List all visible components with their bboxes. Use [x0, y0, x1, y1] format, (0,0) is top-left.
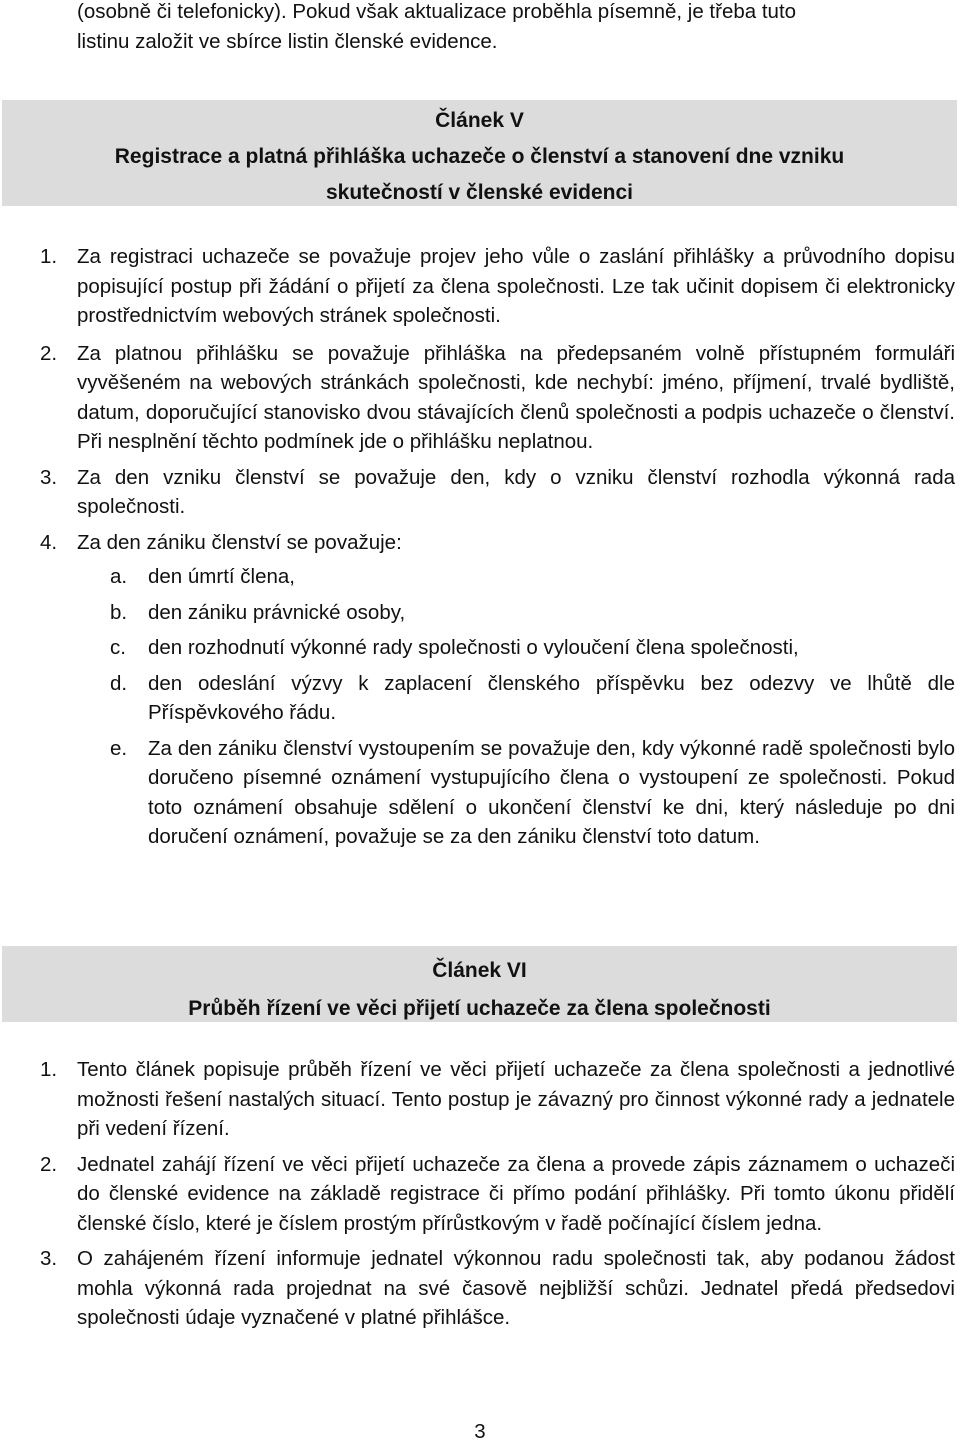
article-6-section: [40, 1055, 955, 1333]
subitem: [40, 598, 955, 628]
article-5-section: [40, 242, 955, 852]
article-5-subtitle-line-1: Registrace a platná přihláška uchazeče o členství a stanovení dne vzniku: [114, 145, 845, 168]
article-5-item: [40, 463, 955, 522]
subitem: [40, 734, 955, 852]
article-5-subtitle-line-2: skutečností v členské evidenci: [326, 181, 633, 204]
subitem-letter: e.: [110, 736, 128, 760]
article-6-item: [40, 1244, 955, 1333]
intro-text: [77, 0, 955, 56]
subitem-text: Za den zániku členství vystoupením se považuje den, kdy výkonné radě společnosti bylo doručeno písemné oznámení vystupujícího člena o vystoupení ze společnosti. Pokud toto oznámení obsahuje sdělení o ukončení členství ke dni, který následuje po dni doručení oznámení, považuje se za den zániku členství toto datum.: [148, 736, 955, 848]
item-number: 2.: [40, 341, 58, 365]
subitem-letter: a.: [110, 565, 128, 588]
item-number: 2.: [40, 1152, 58, 1176]
item-number: 1.: [40, 1058, 58, 1081]
page-number: 3: [474, 1420, 486, 1443]
article-6-heading: [2, 946, 957, 1022]
subitem: [40, 562, 955, 592]
item-text: Jednatel zahájí řízení ve věci přijetí uchazeče za člena a provede zápis záznamem o uchazeči do členské evidence na základě registrace či přímo podání přihlášky. Při tomto úkonu přidělí členské číslo, které je číslem prostým přírůstkovým v řadě počínající číslem jedna.: [77, 1152, 955, 1235]
article-5-item: [40, 528, 955, 558]
subitem-letter: c.: [110, 636, 126, 659]
item-text: Za den zániku členství se považuje:: [77, 530, 402, 554]
intro-line-2: listinu založit ve sbírce listin členské evidence.: [77, 29, 498, 53]
article-5-heading: [2, 100, 957, 206]
article-6-item: [40, 1055, 955, 1144]
item-text: Za den vzniku členství se považuje den, kdy o vzniku členství rozhodla výkonná rada společnosti.: [77, 465, 955, 518]
intro-line-1: (osobně či telefonicky). Pokud však aktualizace proběhla písemně, je třeba tuto: [77, 0, 797, 23]
subitem-text: den zániku právnické osoby,: [148, 600, 406, 624]
item-text: Za registraci uchazeče se považuje projev jeho vůle o zaslání přihlášky a průvodního dopisu popisující postup při žádání o přijetí za člena společnosti. Lze tak učinit dopisem či elektronicky prostřednictvím webových stránek společnosti.: [77, 245, 955, 327]
item-number: 1.: [40, 245, 58, 268]
item-text: Za platnou přihlášku se považuje přihláška na předepsaném volně přístupném formuláři vyvěšeném na webových stránkách společnosti, kde nechybí: jméno, příjmení, trvalé bydliště, datum, doporučující stanovisko dvou stávajících členů společnosti a podpis uchazeče o členství. Při nesplnění těchto podmínek jde o přihlášku neplatnou.: [77, 341, 955, 453]
article-6-title: Článek VI: [432, 959, 527, 982]
subitem-text: den úmrtí člena,: [148, 565, 295, 588]
subitem-letter: b.: [110, 600, 128, 624]
item-number: 3.: [40, 1247, 58, 1270]
subitem: [40, 633, 955, 663]
item-text: Tento článek popisuje průběh řízení ve věci přijetí uchazeče za člena společnosti a jednotlivé možnosti řešení nastalých situací. Tento postup je závazný pro činnost výkonné rady a jednatele při vedení řízení.: [77, 1058, 955, 1140]
article-5-item: [40, 242, 955, 331]
subitem: [40, 669, 955, 728]
article-6-item: [40, 1150, 955, 1239]
article-5-item: [40, 339, 955, 457]
item-text: O zahájeném řízení informuje jednatel výkonnou radu společnosti tak, aby podanou žádost mohla výkonná rada projednat na své časově nejbližší schůzi. Jednatel předá předsedovi společnosti údaje vyznačené v platné přihlášce.: [77, 1247, 955, 1329]
item-number: 4.: [40, 530, 58, 554]
subitem-letter: d.: [110, 671, 128, 695]
subitem-text: den rozhodnutí výkonné rady společnosti o vyloučení člena společnosti,: [148, 636, 799, 659]
article-6-subtitle: Průběh řízení ve věci přijetí uchazeče za člena společnosti: [188, 997, 771, 1020]
subitem-text: den odeslání výzvy k zaplacení členského příspěvku bez odezvy ve lhůtě dle Příspěvkového řádu.: [148, 671, 955, 724]
item-number: 3.: [40, 465, 58, 489]
article-5-title: Článek V: [435, 109, 524, 132]
